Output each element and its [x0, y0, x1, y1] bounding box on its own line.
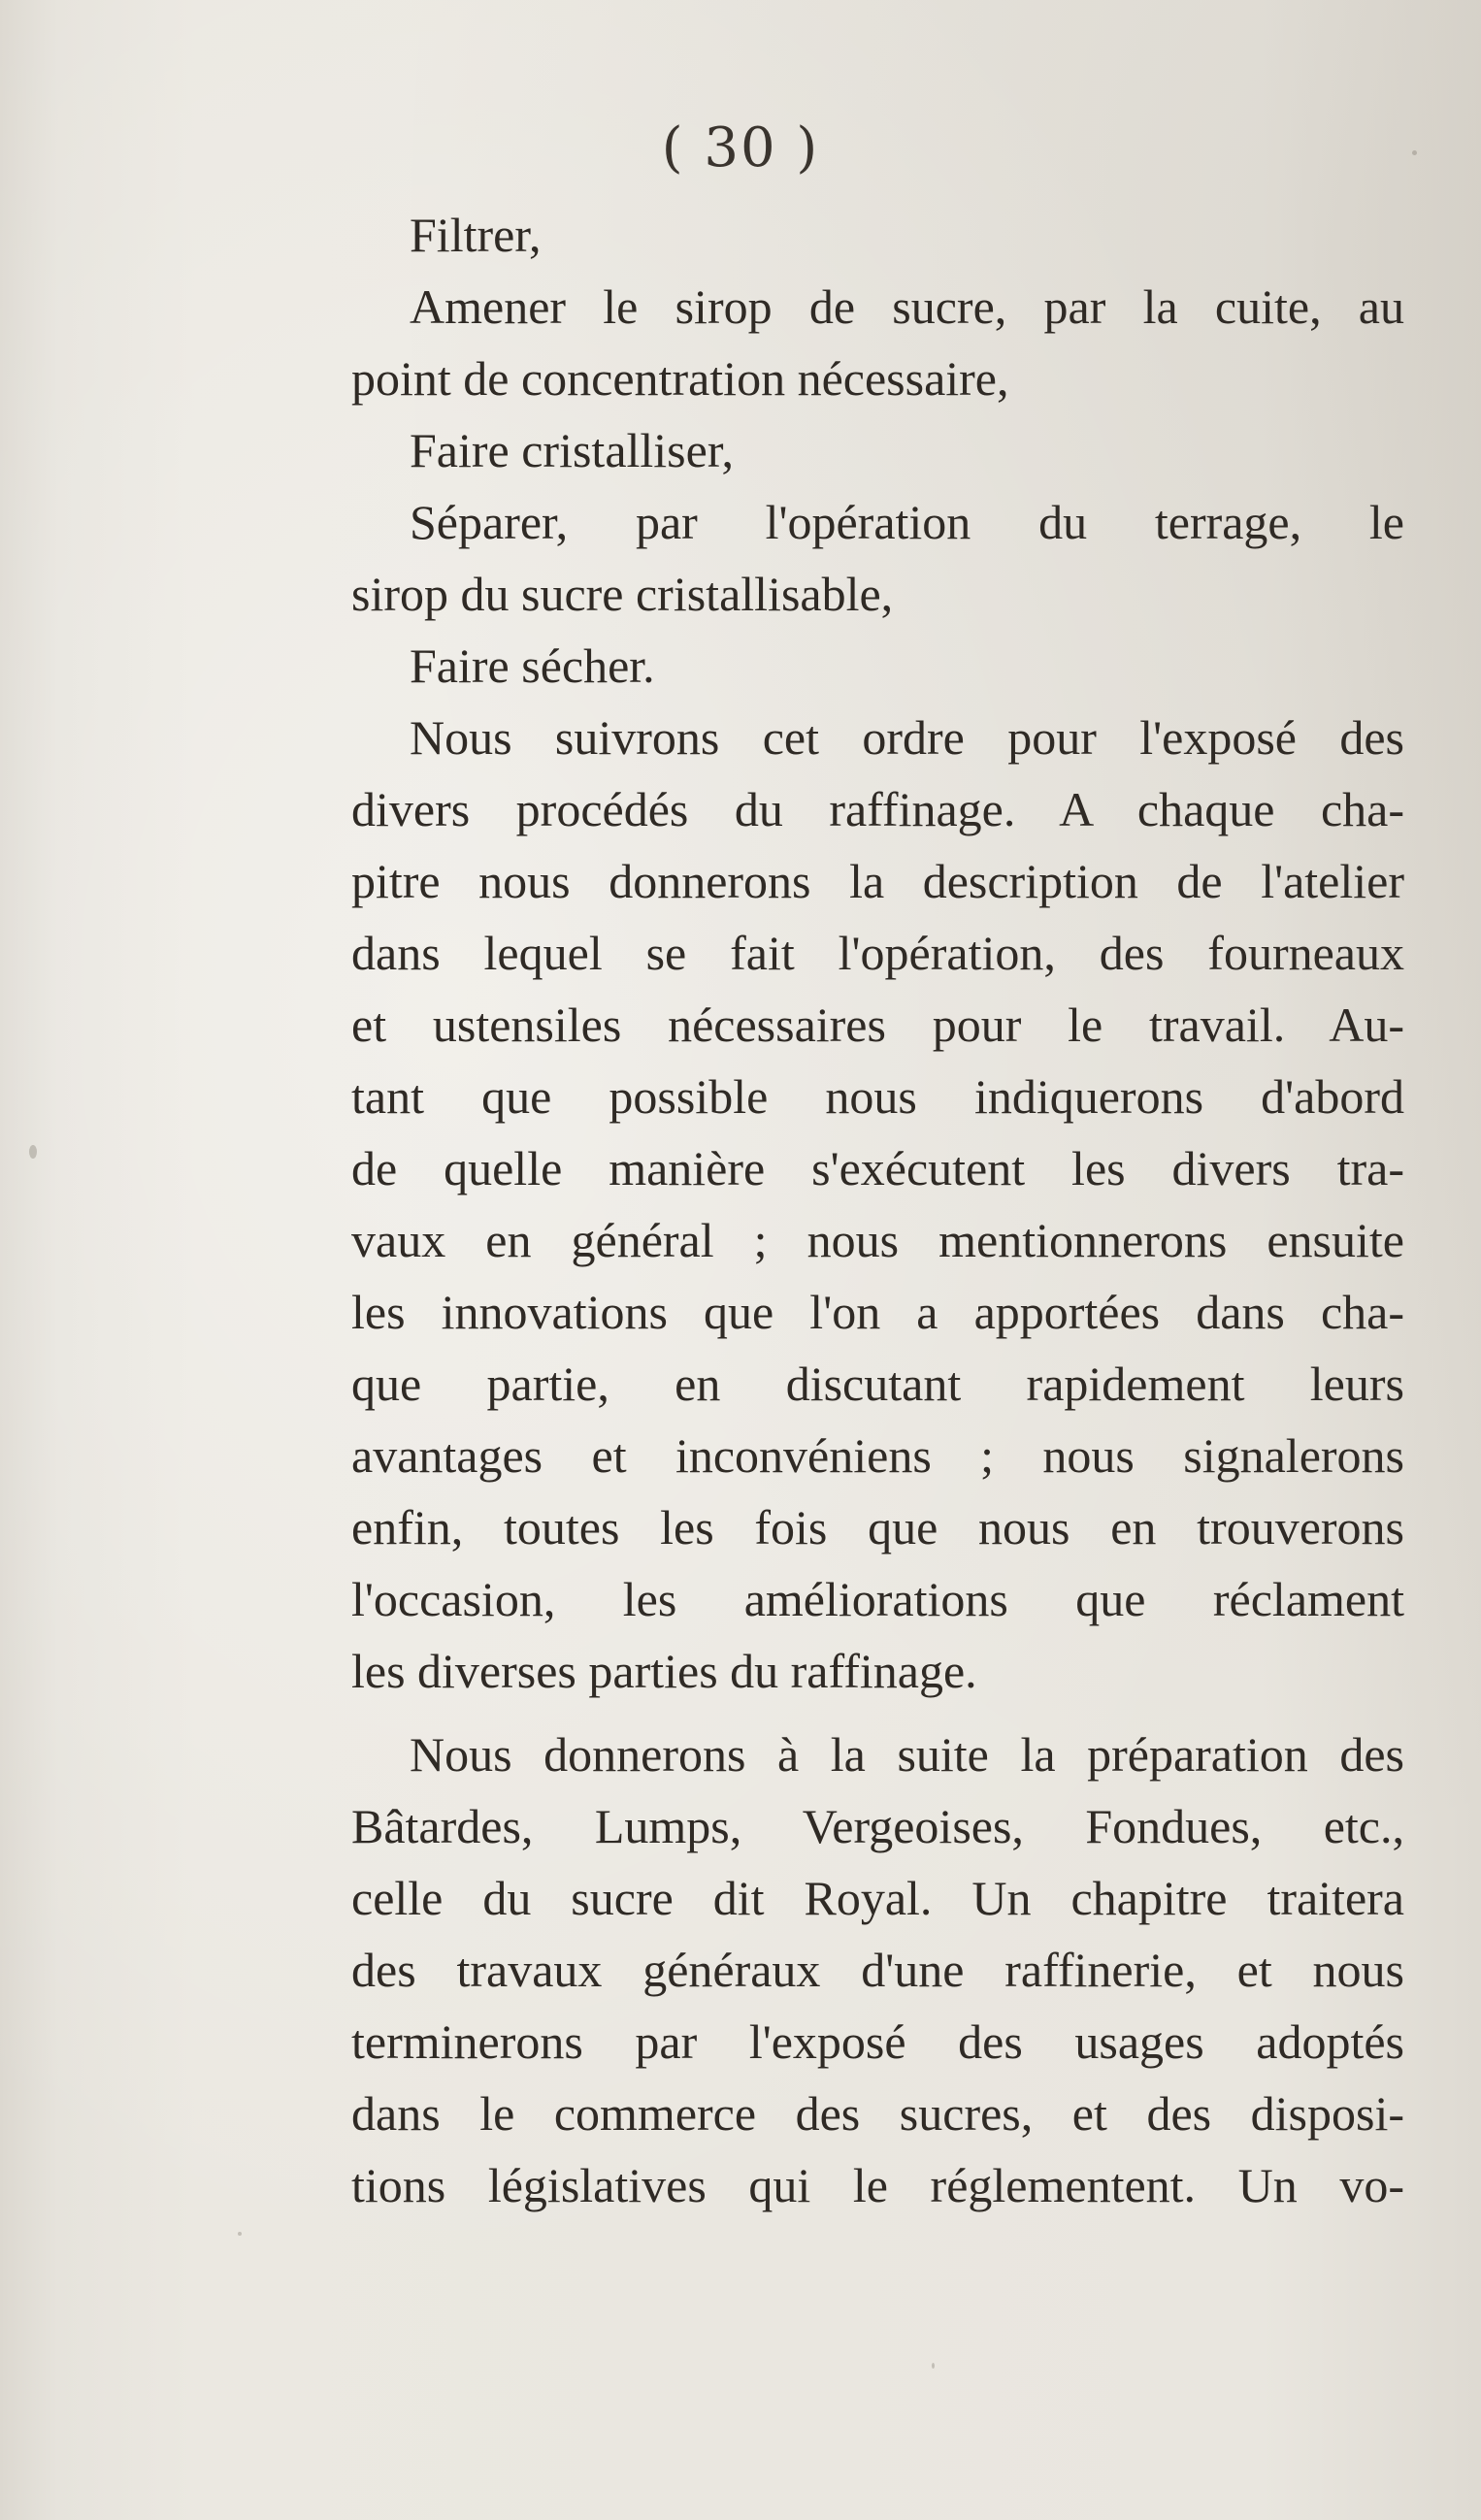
text-line: de quelle manière s'exécutent les divers tra-	[351, 1141, 1404, 1195]
page-number: ( 30 )	[661, 116, 820, 180]
text-line: tant que possible nous indiquerons d'abord	[351, 1069, 1404, 1124]
text-line: l'occasion, les améliorations que réclament	[351, 1572, 1404, 1626]
paper-speck	[238, 2232, 242, 2236]
text-line: Bâtardes, Lumps, Vergeoises, Fondues, etc.,	[351, 1799, 1404, 1853]
text-line: Nous suivrons cet ordre pour l'exposé des	[410, 710, 1404, 765]
text-line: les diverses parties du raffinage.	[351, 1644, 977, 1698]
text-line: celle du sucre dit Royal. Un chapitre traitera	[351, 1871, 1404, 1925]
text-line: Faire cristalliser,	[410, 423, 734, 477]
text-line: les innovations que l'on a apportées dans cha-	[351, 1285, 1404, 1339]
text-line: pitre nous donnerons la description de l'atelier	[351, 854, 1404, 908]
text-line: sirop du sucre cristallisable,	[351, 567, 894, 621]
text-line: et ustensiles nécessaires pour le travail. Au-	[351, 998, 1404, 1052]
text-line: enfin, toutes les fois que nous en trouverons	[351, 1500, 1404, 1555]
text-line: Amener le sirop de sucre, par la cuite, au	[410, 279, 1404, 334]
text-line: divers procédés du raffinage. A chaque cha-	[351, 782, 1404, 836]
paper-speck	[1412, 150, 1417, 155]
paper-speck	[29, 1145, 37, 1159]
text-line: avantages et inconvéniens ; nous signalerons	[351, 1428, 1404, 1483]
text-line: tions législatives qui le réglementent. Un vo-	[351, 2158, 1404, 2212]
text-line: Nous donnerons à la suite la préparation des	[410, 1727, 1404, 1782]
text-line: Faire sécher.	[410, 638, 655, 693]
text-line: que partie, en discutant rapidement leurs	[351, 1357, 1404, 1411]
text-line: vaux en général ; nous mentionnerons ensuite	[351, 1213, 1404, 1267]
text-line: des travaux généraux d'une raffinerie, et nous	[351, 1943, 1404, 1997]
text-line: Séparer, par l'opération du terrage, le	[410, 495, 1404, 549]
text-line: dans lequel se fait l'opération, des fourneaux	[351, 926, 1404, 980]
paper-speck	[932, 2363, 935, 2369]
body-text	[351, 199, 1404, 2221]
text-line: point de concentration nécessaire,	[351, 351, 1009, 406]
paragraph-gap	[351, 1707, 1404, 1718]
text-line: Filtrer,	[410, 208, 542, 262]
text-line: terminerons par l'exposé des usages adoptés	[351, 2014, 1404, 2069]
text-line: dans le commerce des sucres, et des disposi-	[351, 2086, 1404, 2141]
